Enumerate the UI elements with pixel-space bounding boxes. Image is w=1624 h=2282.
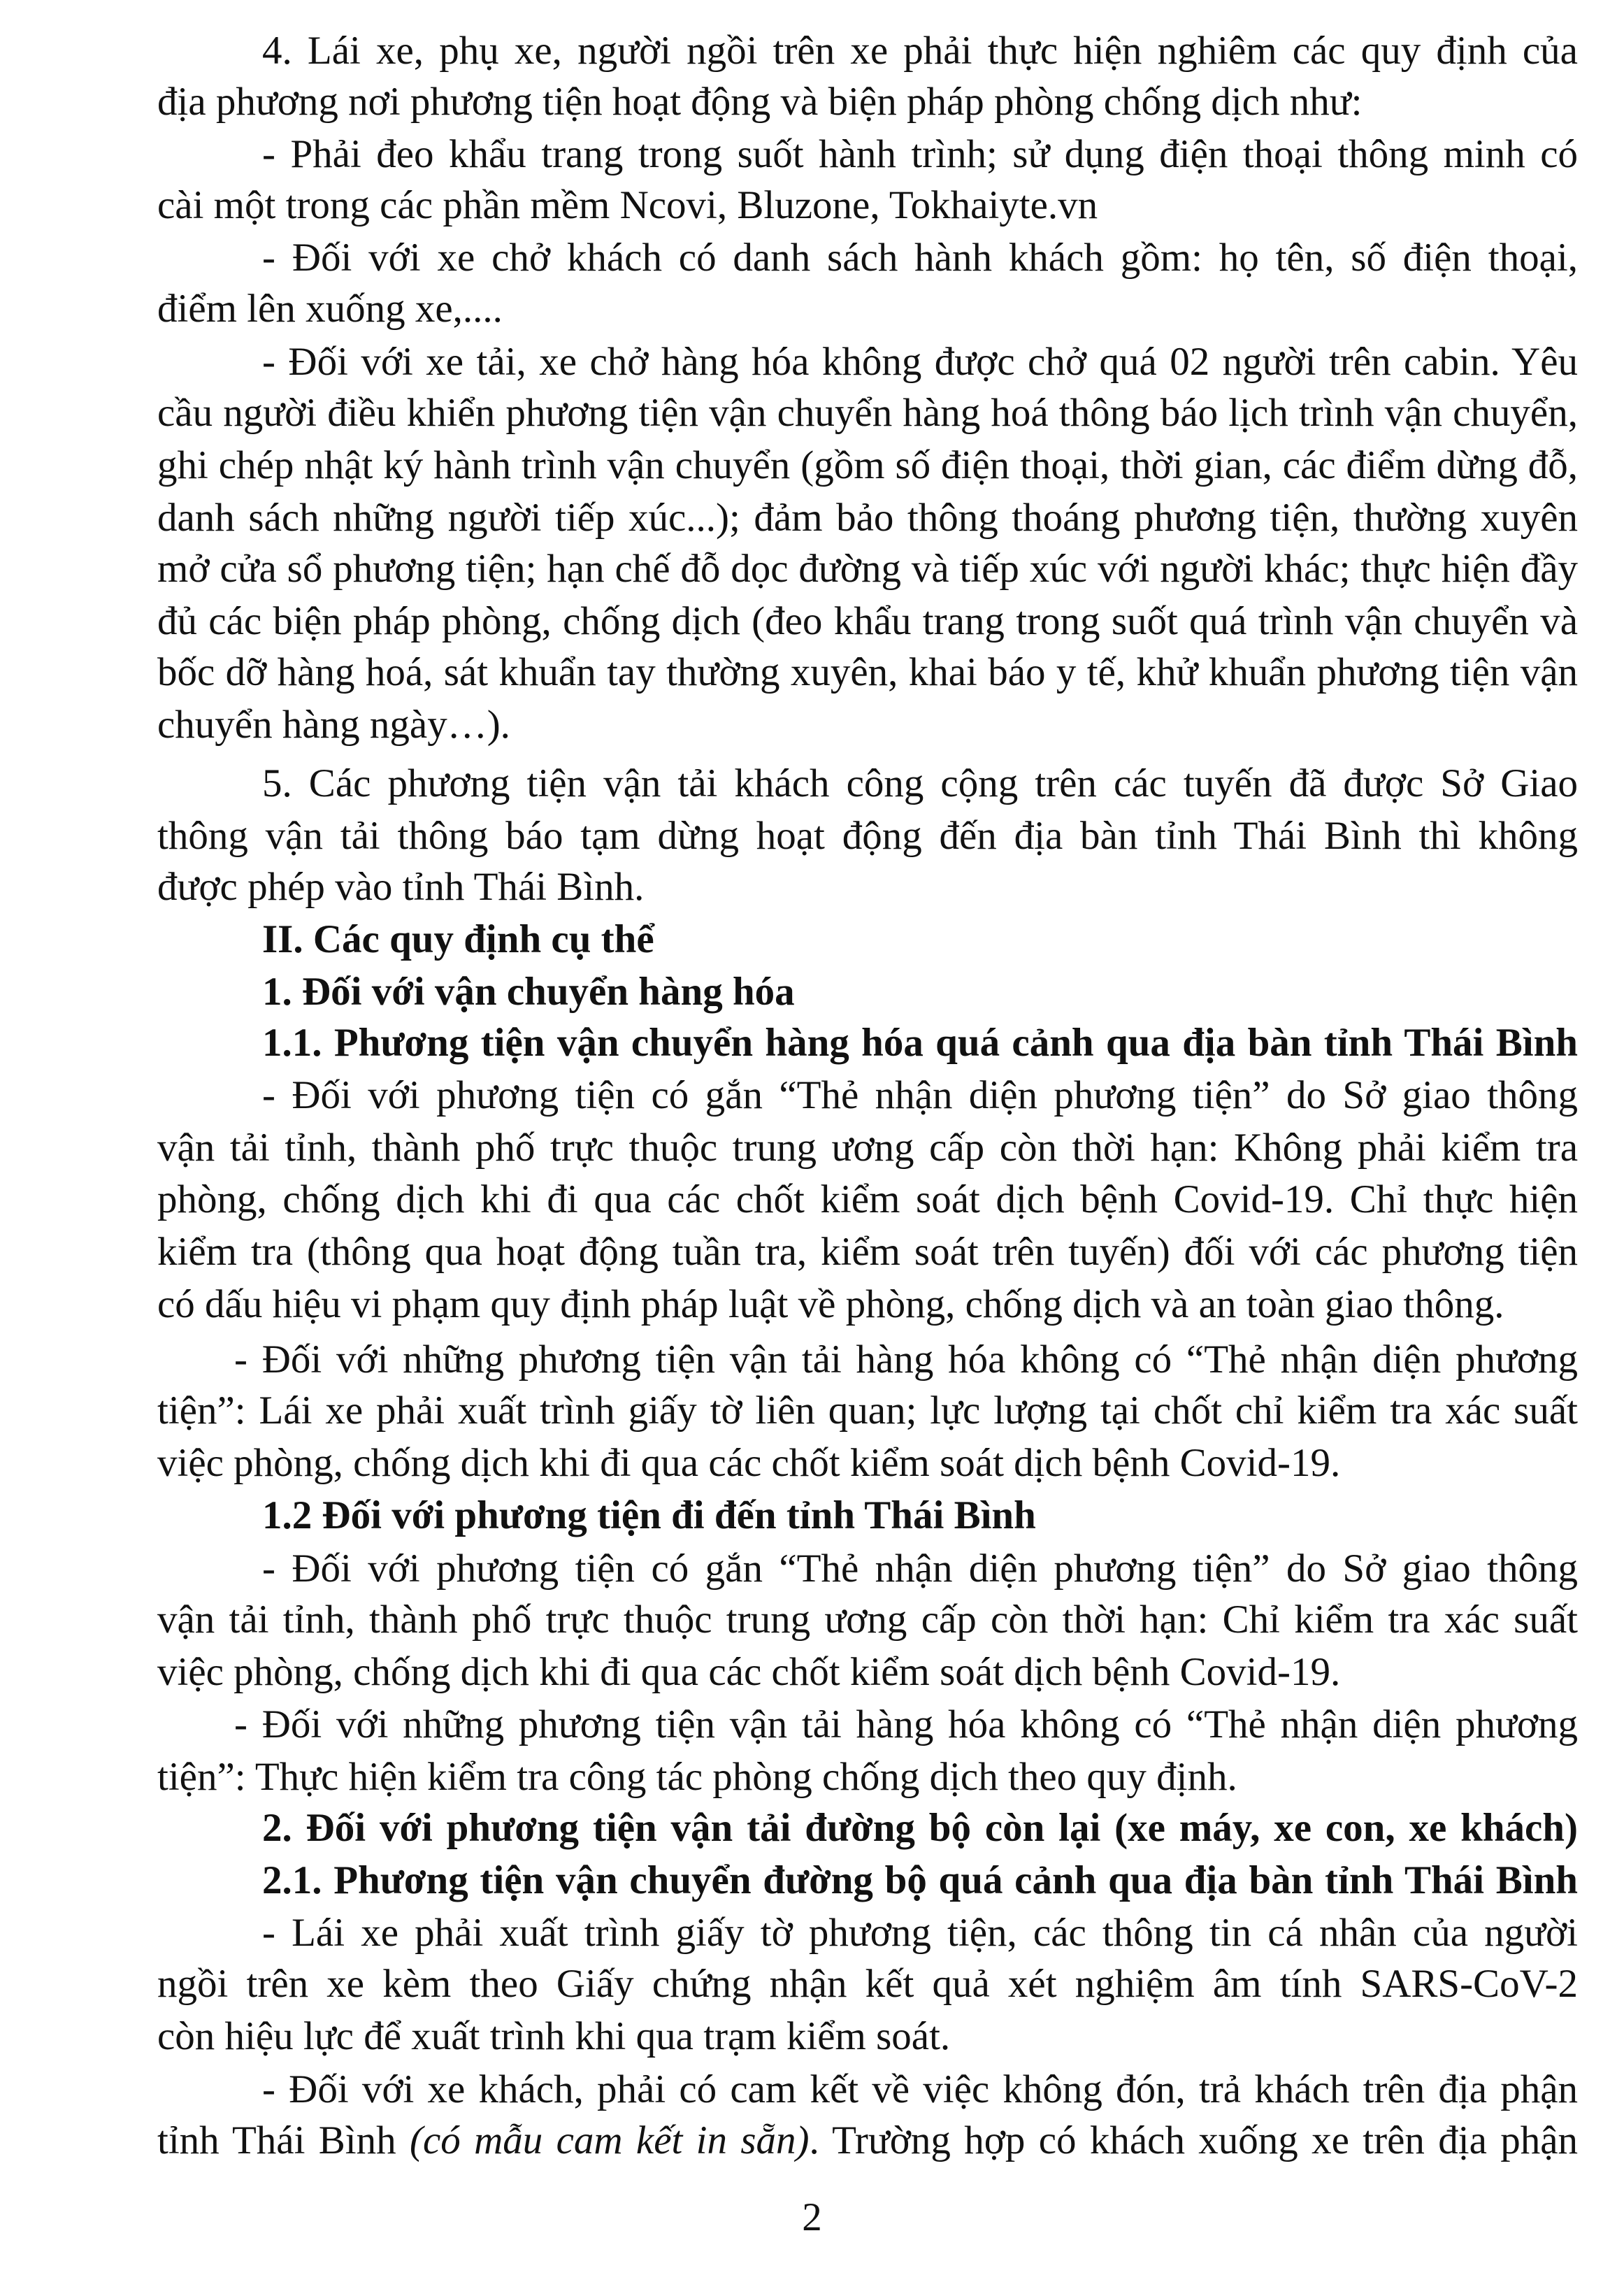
page-number: 2	[802, 2195, 822, 2239]
body-text-line: địa phương nơi phương tiện hoạt động và biện pháp phòng chống dịch như:	[157, 80, 1363, 124]
body-text-line: tiện”: Lái xe phải xuất trình giấy tờ liên quan; lực lượng tại chốt chỉ kiểm tra xác suất	[157, 1388, 1578, 1433]
body-text-line: - Đối với xe chở khách có danh sách hành khách gồm: họ tên, số điện thoại,	[262, 236, 1578, 280]
body-text-line: vận tải tỉnh, thành phố trực thuộc trung ương cấp còn thời hạn: Chỉ kiểm tra xác suất	[157, 1598, 1578, 1642]
body-text-line: cầu người điều khiển phương tiện vận chuyển hàng hoá thông báo lịch trình vận chuyển,	[157, 391, 1578, 435]
text-segment: . Trường hợp có khách xuống xe trên địa phận	[809, 2118, 1579, 2162]
body-text-line: việc phòng, chống dịch khi đi qua các chốt kiểm soát dịch bệnh Covid-19.	[157, 1441, 1341, 1485]
text-segment: tỉnh Thái Bình	[157, 2118, 410, 2162]
body-text-line: kiểm tra (thông qua hoạt động tuần tra, kiểm soát trên tuyến) đối với các phương tiện	[157, 1230, 1578, 1274]
body-text-line: điểm lên xuống xe,....	[157, 287, 503, 331]
body-text-line: chuyển hàng ngày…).	[157, 703, 510, 747]
body-text-line: ghi chép nhật ký hành trình vận chuyển (gồm số điện thoại, thời gian, các điểm dừng đỗ,	[157, 443, 1578, 487]
body-text-line: được phép vào tỉnh Thái Bình.	[157, 865, 645, 909]
body-text-line: ngồi trên xe kèm theo Giấy chứng nhận kết quả xét nghiệm âm tính SARS-CoV-2	[157, 1962, 1578, 2006]
body-text-line: 4. Lái xe, phụ xe, người ngồi trên xe phải thực hiện nghiêm các quy định của	[262, 29, 1578, 73]
body-text-line	[157, 2115, 1578, 2167]
body-text-line: thông vận tải thông báo tạm dừng hoạt động đến địa bàn tỉnh Thái Bình thì không	[157, 814, 1578, 858]
body-text-line: - Lái xe phải xuất trình giấy tờ phương tiện, các thông tin cá nhân của người	[262, 1911, 1578, 1955]
body-text-line: - Phải đeo khẩu trang trong suốt hành trình; sử dụng điện thoại thông minh có	[262, 132, 1578, 176]
body-text-line: bốc dỡ hàng hoá, sát khuẩn tay thường xuyên, khai báo y tế, khử khuẩn phương tiện vận	[157, 650, 1578, 694]
body-text-line: 5. Các phương tiện vận tải khách công cộng trên các tuyến đã được Sở Giao	[262, 761, 1578, 805]
section-heading-line: 2.1. Phương tiện vận chuyển đường bộ quá cảnh qua địa bàn tỉnh Thái Bình	[262, 1858, 1578, 1902]
body-text-line: cài một trong các phần mềm Ncovi, Bluzone, Tokhaiyte.vn	[157, 183, 1098, 227]
body-text-line: - Đối với xe tải, xe chở hàng hóa không được chở quá 02 người trên cabin. Yêu	[262, 340, 1578, 384]
section-heading-line: 1. Đối với vận chuyển hàng hóa	[262, 970, 795, 1014]
body-text-line: - Đối với những phương tiện vận tải hàng hóa không có “Thẻ nhận diện phương	[234, 1337, 1578, 1382]
body-text-line: - Đối với phương tiện có gắn “Thẻ nhận diện phương tiện” do Sở giao thông	[262, 1547, 1578, 1591]
body-text-line: mở cửa sổ phương tiện; hạn chế đỗ dọc đường và tiếp xúc với người khác; thực hiện đầy	[157, 547, 1578, 591]
body-text-line: phòng, chống dịch khi đi qua các chốt kiểm soát dịch bệnh Covid-19. Chỉ thực hiện	[157, 1177, 1578, 1221]
body-text-line: còn hiệu lực để xuất trình khi qua trạm kiểm soát.	[157, 2014, 951, 2058]
section-heading-line: 2. Đối với phương tiện vận tải đường bộ còn lại (xe máy, xe con, xe khách)	[262, 1806, 1578, 1850]
body-text-line: danh sách những người tiếp xúc...); đảm bảo thông thoáng phương tiện, thường xuyên	[157, 496, 1578, 540]
body-text-line: vận tải tỉnh, thành phố trực thuộc trung ương cấp còn thời hạn: Không phải kiểm tra	[157, 1126, 1578, 1170]
body-text-line: có dấu hiệu vi phạm quy định pháp luật về phòng, chống dịch và an toàn giao thông.	[157, 1282, 1504, 1326]
body-text-line: - Đối với những phương tiện vận tải hàng hóa không có “Thẻ nhận diện phương	[234, 1702, 1578, 1746]
body-text-line: việc phòng, chống dịch khi đi qua các chốt kiểm soát dịch bệnh Covid-19.	[157, 1650, 1341, 1694]
section-heading-line: II. Các quy định cụ thể	[262, 917, 654, 961]
body-text-line: tiện”: Thực hiện kiểm tra công tác phòng chống dịch theo quy định.	[157, 1755, 1237, 1799]
italic-note: (có mẫu cam kết in sẵn)	[409, 2118, 810, 2162]
body-text-line: - Đối với phương tiện có gắn “Thẻ nhận diện phương tiện” do Sở giao thông	[262, 1073, 1578, 1117]
section-heading-line: 1.1. Phương tiện vận chuyển hàng hóa quá cảnh qua địa bàn tỉnh Thái Bình	[262, 1021, 1578, 1065]
body-text-line: - Đối với xe khách, phải có cam kết về việc không đón, trả khách trên địa phận	[262, 2067, 1578, 2111]
section-heading-line: 1.2 Đối với phương tiện đi đến tỉnh Thái Bình	[262, 1493, 1036, 1537]
body-text-line: đủ các biện pháp phòng, chống dịch (đeo khẩu trang trong suốt quá trình vận chuyển và	[157, 599, 1578, 643]
